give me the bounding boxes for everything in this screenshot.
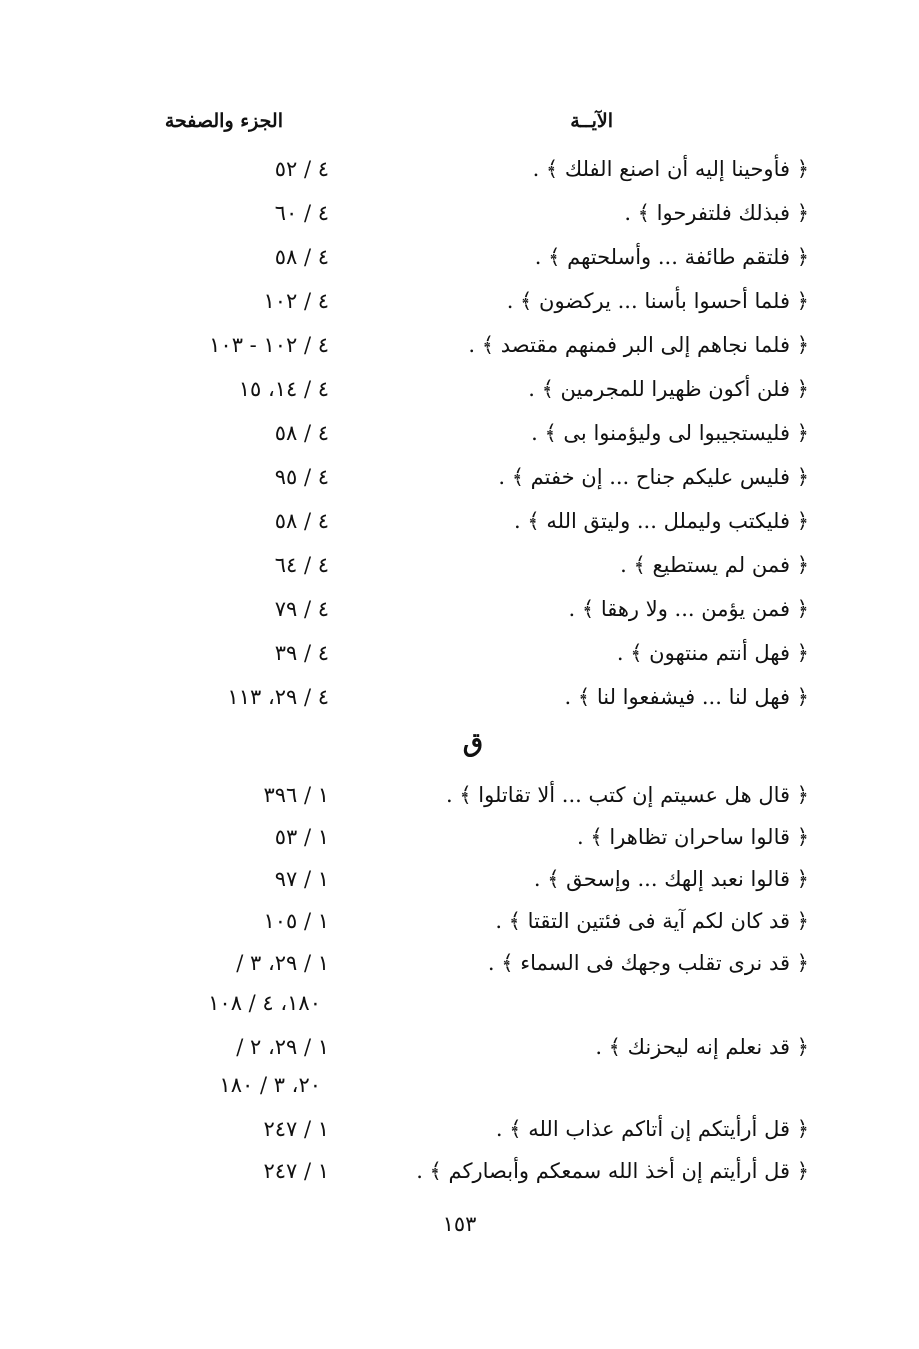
verse-text: ﴿ قالوا ساحران تظاهرا ﴾ .: [577, 825, 809, 849]
verse-text: ﴿ فمن يؤمن ... ولا رهقا ﴾ .: [568, 597, 809, 621]
index-row: [0, 458, 919, 496]
index-row: [0, 238, 919, 276]
verse-text: ﴿ قد كان لكم آية فى فئتين التقتا ﴾ .: [495, 909, 809, 933]
verse-text: ﴿ قل أرأيتم إن أخذ الله سمعكم وأبصاركم ﴾ .: [416, 1159, 809, 1183]
volume-page-ref: ٤ / ٧٩: [274, 597, 329, 621]
volume-page-ref: ١ / ٢٩، ٢ /: [236, 1035, 329, 1059]
volume-page-ref: ٤ / ٥٨: [274, 509, 329, 533]
index-row: [0, 282, 919, 320]
index-row: [0, 902, 919, 940]
volume-page-ref: ٤ / ٢٩، ١١٣: [227, 685, 329, 709]
index-row: [0, 370, 919, 408]
verse-text: ﴿ فلتقم طائفة ... وأسلحتهم ﴾ .: [534, 245, 809, 269]
verse-text: ﴿ فليكتب وليملل ... وليتق الله ﴾ .: [514, 509, 809, 533]
index-row: [0, 1110, 919, 1148]
volume-page-ref: ١ / ٢٤٧: [263, 1159, 329, 1183]
section-letter-heading: ق: [462, 728, 483, 758]
verse-text: ﴿ فمن لم يستطيع ﴾ .: [620, 553, 809, 577]
verse-text: ﴿ فأوحينا إليه أن اصنع الفلك ﴾ .: [532, 157, 809, 181]
volume-page-ref: ٤ / ١٠٢: [263, 289, 329, 313]
index-row: [0, 1028, 919, 1066]
index-row: [0, 944, 919, 982]
volume-page-ref: ١ / ٢٤٧: [263, 1117, 329, 1141]
volume-page-ref: ١ / ٢٩، ٣ /: [236, 951, 329, 975]
volume-page-ref: ٤ / ٥٨: [274, 245, 329, 269]
index-row: [0, 776, 919, 814]
verse-text: ﴿ قال هل عسيتم إن كتب ... ألا تقاتلوا ﴾ .: [445, 783, 809, 807]
verse-text: ﴿ فليس عليكم جناح ... إن خفتم ﴾ .: [498, 465, 809, 489]
verse-text: ﴿ فلما أحسوا بأسنا ... يركضون ﴾ .: [506, 289, 809, 313]
volume-page-ref-continued: ١٨٠، ٤ / ١٠٨: [208, 991, 321, 1015]
verse-text: ﴿ فلن أكون ظهيرا للمجرمين ﴾ .: [528, 377, 809, 401]
verse-column-header: الآيــة: [570, 110, 613, 132]
index-row: [0, 1152, 919, 1190]
volume-page-ref: ١ / ٩٧: [274, 867, 329, 891]
index-row: [0, 590, 919, 628]
page-number: ١٥٣: [442, 1212, 477, 1236]
index-row: [0, 634, 919, 672]
index-row: [0, 818, 919, 856]
volume-page-ref: ١ / ٣٩٦: [263, 783, 329, 807]
verse-text: ﴿ فلما نجاهم إلى البر فمنهم مقتصد ﴾ .: [468, 333, 809, 357]
index-row: [0, 150, 919, 188]
verse-text: ﴿ قالوا نعبد إلهك ... وإسحق ﴾ .: [533, 867, 809, 891]
volume-page-ref: ٤ / ١٠٢ - ١٠٣: [209, 333, 329, 357]
volume-page-ref: ٤ / ٣٩: [274, 641, 329, 665]
verse-text: ﴿ قل أرأيتكم إن أتاكم عذاب الله ﴾ .: [495, 1117, 809, 1141]
index-row-continuation: [0, 1066, 919, 1104]
index-row: [0, 414, 919, 452]
verse-text: ﴿ فهل لنا ... فيشفعوا لنا ﴾ .: [564, 685, 809, 709]
volume-page-ref: ٤ / ٦٤: [274, 553, 329, 577]
verse-text: ﴿ فليستجيبوا لى وليؤمنوا بى ﴾ .: [531, 421, 809, 445]
verse-text: ﴿ فهل أنتم منتهون ﴾ .: [616, 641, 809, 665]
verse-text: ﴿ فبذلك فلتفرحوا ﴾ .: [624, 201, 809, 225]
reference-column-header: الجزء والصفحة: [164, 110, 283, 132]
volume-page-ref: ٤ / ٥٨: [274, 421, 329, 445]
volume-page-ref: ١ / ١٠٥: [263, 909, 329, 933]
verse-text: ﴿ قد نعلم إنه ليحزنك ﴾ .: [595, 1035, 809, 1059]
volume-page-ref-continued: ٢٠، ٣ / ١٨٠: [219, 1073, 321, 1097]
volume-page-ref: ١ / ٥٣: [274, 825, 329, 849]
index-row: [0, 860, 919, 898]
index-row: [0, 502, 919, 540]
volume-page-ref: ٤ / ٦٠: [274, 201, 329, 225]
verse-text: ﴿ قد نرى تقلب وجهك فى السماء ﴾ .: [487, 951, 809, 975]
volume-page-ref: ٤ / ٥٢: [274, 157, 329, 181]
index-row-continuation: [0, 984, 919, 1022]
index-row: [0, 326, 919, 364]
index-row: [0, 546, 919, 584]
volume-page-ref: ٤ / ٩٥: [274, 465, 329, 489]
index-row: [0, 194, 919, 232]
volume-page-ref: ٤ / ١٤، ١٥: [238, 377, 329, 401]
index-row: [0, 678, 919, 716]
